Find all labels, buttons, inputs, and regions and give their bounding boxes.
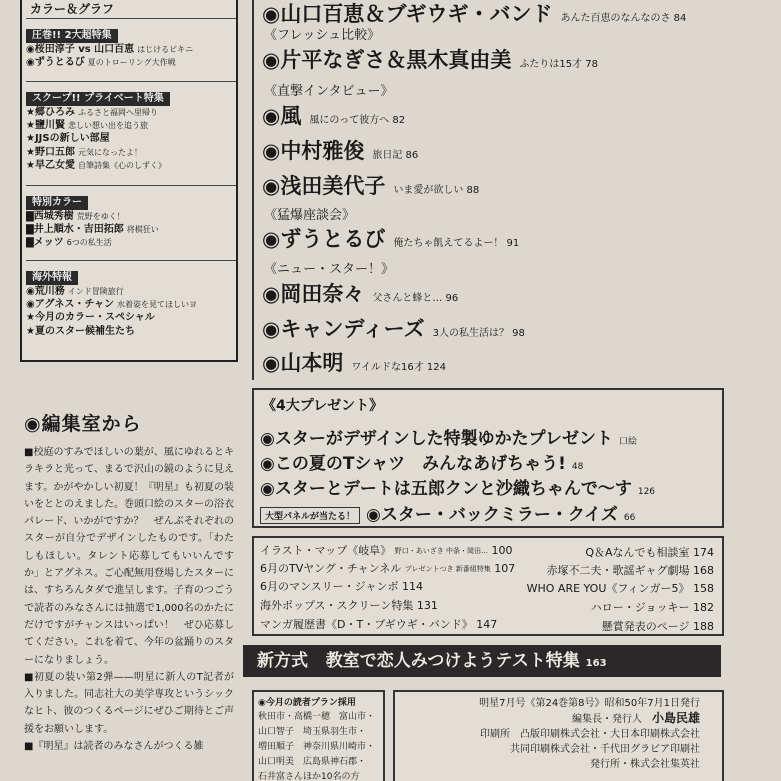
present-row: ◉スターとデートは五郎クンと沙織ちゃんで〜す 126 [260, 479, 656, 499]
index-item: ★早乙女愛 自筆詩集《心のしずく》 [26, 159, 166, 171]
divider [26, 260, 236, 261]
index-section [26, 190, 236, 250]
divider [26, 81, 236, 82]
reader-plan-box [252, 690, 385, 781]
index-item: ★JJSの新しい部屋 [26, 133, 110, 145]
feature-row: ◉キャンディーズ 3人の私生活は？ 98 [262, 317, 525, 341]
editor-paragraph: ■校庭のすみでほしいの葉が、風にゆれるとキラキラと光って、まるで沢山の鏡のように見えます。かがやかしい初夏！『明星』も初夏の装いをととのえました。巻頭口絵のスターの浴衣パレード、いかがですか？ ぜんぶそれぞれのスターが自分でデザインしたものです。「わたしもほしい。タレント応募してもいいんですか」とアグネス。ご心配無用登場したスターには、すちろんタダで進呈します。子育のつごうで読者のみなさんには抽選で1,000名のかたにだけですがチャンスはいっぱい！ ぜひ応募してください。これを着て、今年の盆踊りのスターになりましょう。 [24, 447, 234, 666]
special-feature-banner [243, 645, 721, 677]
editor-paragraph: ■『明星』は読者のみなさんがつくる雑 [24, 741, 204, 753]
presents-box [252, 388, 724, 528]
index-item: ◉アグネス・チャン 水着姿を見てほしいヨ [26, 299, 198, 311]
index-item: ▇井上順水・吉田拓郎 将棋狂い [26, 224, 159, 236]
section-head: スクープ!! プライベート特集 [26, 92, 170, 106]
index-item: ★郷ひろみ ふるさと福岡へ里帰り [26, 107, 158, 118]
reader-line: 増田順子 神奈川県川崎市・ [258, 742, 376, 752]
reader-line: 石井富さんほか10名の方 [258, 772, 360, 781]
misc-item: 懸賞発表のページ 188 [601, 620, 714, 633]
section-head: 特別カラー [26, 196, 88, 210]
index-item: ◉ずうとるび 夏のトローリング大作戦 [26, 57, 176, 69]
index-item: ★鹽川賢 悲しい想い出を追う旅 [26, 120, 148, 132]
feature-row: ◉山本明 ワイルドな16才 124 [262, 351, 447, 375]
editor-column-title: ◉編集室から [24, 413, 142, 435]
imprint-line: 編集長・発行人 小島民雄 [571, 711, 700, 725]
misc-item: 6月のマンスリー・ジャンボ 114 [260, 580, 423, 593]
present-row: 大型パネルが当たる！ ◉スター・バックミラー・クイズ 66 [260, 500, 635, 525]
index-item: ▇西城秀樹 荒野をゆく！ [26, 211, 125, 222]
index-item: ▇メッツ 6つの私生活 [26, 237, 112, 249]
index-item: ★野口五郎 元気になったよ！ [26, 146, 142, 158]
misc-item: WHO ARE YOU《フィンガー5》 158 [526, 582, 714, 595]
imprint-box [393, 690, 724, 781]
misc-item: 海外ポップス・スクリーン特集 131 [260, 599, 438, 612]
feature-category: 《猛爆座談会》 [264, 208, 356, 223]
misc-item: ハロー・ジョッキー 182 [590, 601, 714, 614]
banner-text: 教室で恋人みつけようテスト特集 [325, 651, 580, 671]
misc-item: 赤塚不二夫・歌謡ギャグ劇場 168 [546, 564, 714, 577]
reader-line: 秋田市・高橋一穂 富山市・ [258, 712, 376, 722]
misc-item: マンガ履歴書《D・T・ブギウギ・バンド》 147 [260, 618, 498, 631]
misc-item: イラスト・マップ《岐阜》 野口・あいざき 中条・岡田… 100 [260, 544, 513, 557]
feature-list [252, 0, 722, 380]
feature-row: ◉片平なぎさ＆黒木真由美 ふたりは15才 78 [262, 48, 598, 72]
editor-column-text [24, 444, 234, 755]
feature-row: ◉中村雅俊 旅日記 86 [262, 139, 419, 163]
imprint-line: 明星7月号《第24巻第8号》昭和50年7月1日発行 [479, 698, 700, 709]
reader-plan-head: ◉今月の読者プラン採用 [258, 698, 356, 708]
divider [26, 185, 236, 186]
index-item: ◉荒川務 インド冒険旅行 [26, 286, 124, 297]
feature-category: 《フレッシュ比較》 [264, 28, 381, 43]
index-section [26, 23, 236, 69]
index-item: ★今月のカラー・スペシャル [26, 312, 155, 324]
feature-row: ◉山口百恵＆ブギウギ・バンド あんた百恵のなんなのさ 84 [262, 2, 687, 26]
section-head: 海外特報 [26, 271, 78, 285]
present-row: ◉この夏のTシャツ みんなあげちゃう! 48 [260, 454, 584, 474]
imprint-line: 共同印刷株式会社・千代田グラビア印刷社 [510, 744, 700, 755]
index-top-title: カラー＆グラフ [30, 2, 115, 16]
index-section [26, 86, 236, 172]
feature-row: ◉風 風にのって彼方へ 82 [262, 104, 406, 128]
divider [26, 18, 236, 19]
index-item: ◉桜田淳子 vs 山口百恵 はじけるビキニ [26, 44, 194, 55]
misc-features-box [252, 536, 724, 636]
misc-item: Q＆Aなんでも相談室 174 [585, 546, 714, 559]
feature-category: 《直撃インタビュー》 [264, 84, 394, 99]
feature-row: ◉浅田美代子 いま愛が欲しい 88 [262, 174, 480, 198]
banner-lead: 新方式 [257, 651, 308, 671]
presents-title: 《4大プレゼント》 [262, 398, 384, 414]
imprint-line: 発行所・株式会社集英社 [590, 759, 700, 770]
feature-row: ◉ずうとるび 俺たちゃ飢えてるよー！ 91 [262, 227, 520, 251]
imprint-line: 印刷所 凸版印刷株式会社・大日本印刷株式会社 [480, 729, 700, 740]
feature-row: ◉岡田奈々 父さんと蜂と… 96 [262, 282, 459, 306]
panel-tag: 大型パネルが当たる！ [260, 507, 360, 524]
feature-category: 《ニュー・スター！》 [264, 262, 395, 277]
index-item: ★夏のスター候補生たち [26, 325, 135, 337]
editor-paragraph: ■初夏の装い第2弾——明星に新人のT記者が入りました。同志社大の美学専攻というシックなヒト、彼のつくるページにぜひご期待とご声援をお願いします。 [24, 671, 234, 735]
banner-page: 163 [585, 658, 607, 669]
section-head: 圧巻!! 2大超特集 [26, 29, 118, 43]
reader-line: 山口智子 埼玉県羽生市・ [258, 727, 367, 737]
index-section [26, 265, 236, 338]
misc-item: 6月のTVヤング・チャンネル プレゼントつき 新番組特集 107 [260, 562, 516, 575]
color-graph-index [20, 0, 238, 362]
reader-line: 山口明美 広島県神石郡・ [258, 757, 367, 767]
present-row: ◉スターがデザインした特製ゆかたプレゼント 口絵 [260, 429, 637, 449]
